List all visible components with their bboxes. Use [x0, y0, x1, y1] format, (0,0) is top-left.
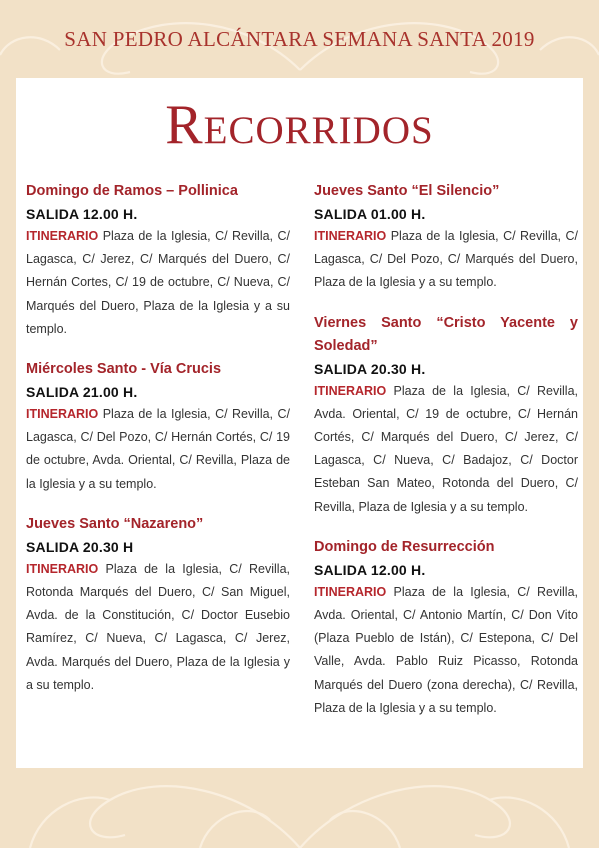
itinerary-label: ITINERARIO	[314, 584, 387, 599]
event-departure-time: SALIDA 20.30 H	[26, 538, 134, 555]
event-departure-time: SALIDA 01.00 H.	[314, 206, 426, 222]
event-title: Domingo de Resurrección	[314, 538, 495, 555]
itinerary-text: Plaza de la Iglesia, C/ Revilla, C/ Lagasca, C/ Jerez, C/ Marqués del Duero, C/ Hernán Cortes, C/ 19 de octubre, C/ Nueva, C/ Marqués del Duero, Plaza de la Iglesia y a su templo.	[26, 229, 290, 336]
event-itinerary	[314, 581, 578, 720]
event-domingo-de-resurreccion	[314, 536, 578, 720]
itinerary-label: ITINERARIO	[314, 229, 387, 243]
event-departure-time: SALIDA 20.30 H.	[314, 360, 426, 377]
itinerary-text: Plaza de la Iglesia, C/ Revilla, Avda. Oriental, C/ Antonio Martín, C/ Don Vito (Plaza Pueblo de Istán), C/ Estepona, C/ Del Valle, Avda. Pablo Ruiz Picasso, Rotonda Marqués del Duero (zona derecha), C/ Revilla, Plaza de la Iglesia y a su templo.	[314, 584, 578, 715]
itinerary-label: ITINERARIO	[26, 229, 99, 243]
itinerary-text: Plaza de la Iglesia, C/ Revilla, Rotonda Marqués del Duero, C/ San Miguel, Avda. de la Constitución, C/ Doctor Eusebio Ramírez, C/ Nueva, C/ Lagasca, C/ Jerez, Avda. Marqués del Duero, Plaza de la Iglesia y a su templo.	[26, 561, 290, 692]
event-itinerary	[26, 403, 290, 496]
event-title: Jueves Santo “Nazareno”	[26, 515, 204, 532]
itinerary-label: ITINERARIO	[314, 383, 387, 398]
event-itinerary	[26, 558, 290, 697]
event-miercoles-santo	[26, 358, 290, 496]
itinerary-text: Plaza de la Iglesia, C/ Revilla, Avda. Oriental, C/ 19 de octubre, C/ Hernán Cortés, C/ Marqués del Duero, C/ Jerez, C/ Lagasca, C/ Nueva, C/ Badajoz, C/ Doctor Esteban San Mateo, Rotonda del Duero, C/ Revilla, Plaza de Iglesia y a su templo.	[314, 383, 578, 514]
event-itinerary	[314, 225, 578, 295]
event-jueves-santo-silencio	[314, 180, 578, 295]
event-departure-time: SALIDA 21.00 H.	[26, 384, 138, 401]
event-itinerary	[26, 225, 290, 341]
event-departure-time: SALIDA 12.00 H.	[314, 561, 426, 578]
left-column	[26, 180, 290, 714]
event-itinerary	[314, 380, 578, 519]
event-title: Jueves Santo “El Silencio”	[314, 183, 500, 199]
itinerary-label: ITINERARIO	[26, 561, 99, 576]
itinerary-label: ITINERARIO	[26, 407, 99, 422]
event-domingo-de-ramos	[26, 180, 290, 341]
event-title: Miércoles Santo - Vía Crucis	[26, 361, 222, 378]
event-jueves-santo-nazareno	[26, 513, 290, 697]
event-title: Domingo de Ramos – Pollinica	[26, 183, 238, 199]
itinerary-text: Plaza de la Iglesia, C/ Revilla, C/ Lagasca, C/ Del Pozo, C/ Hernán Cortés, C/ 19 de octubre, Avda. Oriental, C/ Revilla, Plaza de la Iglesia y a su templo.	[26, 407, 290, 491]
header-title: SAN PEDRO ALCÁNTARA SEMANA SANTA 2019	[64, 27, 535, 51]
page-title: Recorridos	[165, 94, 434, 156]
event-departure-time: SALIDA 12.00 H.	[26, 206, 138, 222]
itinerary-text: Plaza de la Iglesia, C/ Revilla, C/ Lagasca, C/ Del Pozo, C/ Marqués del Duero, Plaza de la Iglesia y a su templo.	[314, 229, 578, 290]
event-title: Viernes Santo “Cristo Yacente y Soledad”	[314, 314, 578, 354]
right-column	[314, 180, 578, 737]
event-viernes-santo	[314, 312, 578, 519]
